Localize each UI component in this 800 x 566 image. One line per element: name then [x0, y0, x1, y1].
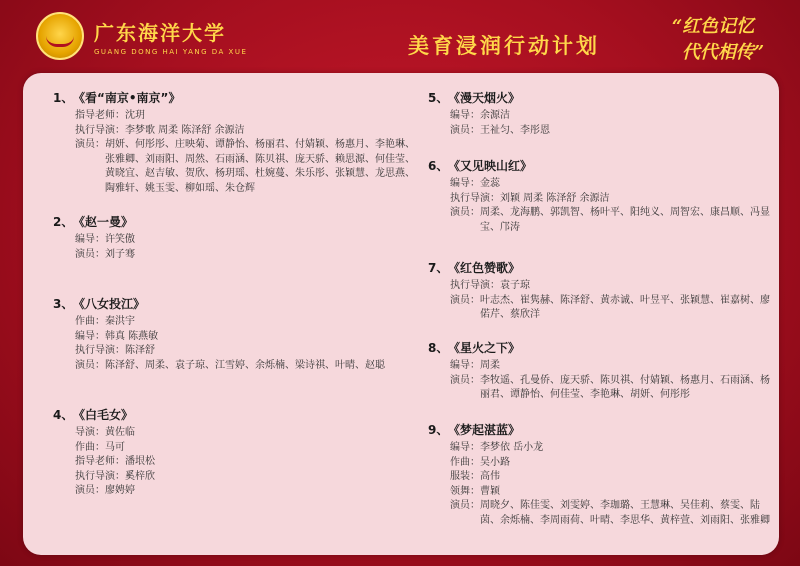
credit-line: 作曲： 秦洪宇 — [75, 316, 135, 327]
credit-line: 演员： 李牧遥、孔曼侨、庞天骄、陈贝祺、付婧颖、杨惠月、石雨涵、杨丽君、谭静怡、何佳莹、李艳琳、胡妍、何彤彤 — [450, 374, 770, 400]
credit-line: 指导老师： 潘垠松 — [75, 456, 155, 467]
credit-line: 演员： 陈泽舒、周柔、袁子琼、江雪婷、余烁楠、梁诗祺、叶晴、赵聪 — [75, 359, 385, 371]
university-name: 广东海洋大学 — [94, 20, 226, 45]
program-title: 6、《又见映山红》 — [428, 159, 533, 173]
program-title: 9、《梦起湛蓝》 — [428, 423, 521, 437]
program-item-5 — [428, 89, 773, 138]
credit-line: 编导： 韩真 陈燕敏 — [75, 330, 159, 342]
program-item-2 — [53, 213, 423, 262]
program-title: 7、《红色赞歌》 — [428, 261, 521, 275]
credit-line: 演员： 刘子骞 — [75, 248, 135, 260]
credit-line: 作曲： 吴小路 — [450, 456, 510, 468]
credit-line: 指导老师： 沈玥 — [75, 110, 145, 121]
credit-line: 导演： 黄佐临 — [75, 427, 135, 438]
credit-line: 演员： 王祉匀、李彤恩 — [450, 124, 550, 136]
credit-line: 演员： 周晓夕、陈佳雯、刘雯婷、李珈璐、王慧琳、吴佳莉、蔡雯、陆茵、余烁楠、李周雨荷、叶晴、李思华、黄梓萱、刘雨阳、张雅卿 — [450, 500, 770, 526]
credit-line: 执行导演： 袁子琼 — [450, 280, 530, 291]
credit-line: 领舞： 曹颖 — [450, 485, 500, 497]
credit-line: 作曲： 马可 — [75, 441, 125, 453]
slogan-quote-line1: “红色记忆 — [671, 16, 755, 37]
credit-line: 执行导演： 刘颖 周柔 陈泽舒 余源洁 — [450, 192, 610, 204]
program-item-1 — [53, 89, 423, 196]
program-panel — [23, 73, 779, 555]
program-item-9 — [428, 421, 773, 528]
program-title: 4、《白毛女》 — [53, 408, 134, 422]
credit-line: 编导： 金蕊 — [450, 178, 500, 189]
credit-line: 编导： 余源洁 — [450, 110, 510, 121]
credit-line: 编导： 周柔 — [450, 360, 500, 371]
credit-line: 服装： 高伟 — [450, 471, 500, 482]
credit-line: 演员： 廖娉婷 — [75, 485, 135, 496]
credit-line: 编导： 许笑傲 — [75, 234, 135, 245]
program-item-3 — [53, 295, 423, 373]
credit-line: 演员： 叶志杰、崔隽赫、陈泽舒、黄赤诚、叶昱平、张颖慧、崔嘉树、廖偌芹、蔡欣洋 — [450, 294, 770, 320]
program-title: 3、《八女投江》 — [53, 297, 146, 311]
program-title: 8、《星火之下》 — [428, 341, 521, 355]
slogan-quote-line2: 代代相传” — [681, 42, 765, 63]
credit-line: 执行导演： 陈泽舒 — [75, 345, 155, 356]
program-item-4 — [53, 406, 423, 499]
credit-line: 演员： 胡妍、何彤彤、庄映菊、谭静怡、杨丽君、付婧颖、杨惠月、李艳琳、张雅卿、刘雨阳、周然、石雨涵、陈贝祺、庞天骄、赖思源、何佳莹、黄晓宜、赵吉敏、贺欣、杨玥瑶、杜婉蔓、朱乐彤、张颖慧、龙思燕、陶雅轩、姚玉雯、柳如瑶、朱仓辉 — [75, 139, 415, 194]
university-name-en: GUANG DONG HAI YANG DA XUE — [94, 47, 248, 56]
program-title: 5、《漫天烟火》 — [428, 91, 521, 105]
program-item-6 — [428, 157, 773, 235]
program-item-7 — [428, 259, 773, 323]
university-brand — [36, 12, 247, 60]
program-item-8 — [428, 339, 773, 403]
program-title: 1、《看“南京•南京”》 — [53, 91, 181, 105]
header — [0, 0, 800, 72]
credit-line: 演员： 周柔、龙海鹏、郭凯智、杨叶平、阳纯义、周智宏、康昌顺、冯显宝、邝涛 — [450, 207, 770, 233]
program-title: 2、《赵一曼》 — [53, 215, 134, 229]
slogan: 美育浸润行动计划 — [408, 33, 600, 58]
credit-line: 执行导演： 奚梓欣 — [75, 470, 155, 482]
university-logo-icon — [36, 12, 84, 60]
slogan-quote — [638, 14, 788, 66]
credit-line: 编导： 李梦依 岳小龙 — [450, 442, 544, 453]
credit-line: 执行导演： 李梦歌 周柔 陈泽舒 余源洁 — [75, 124, 245, 136]
